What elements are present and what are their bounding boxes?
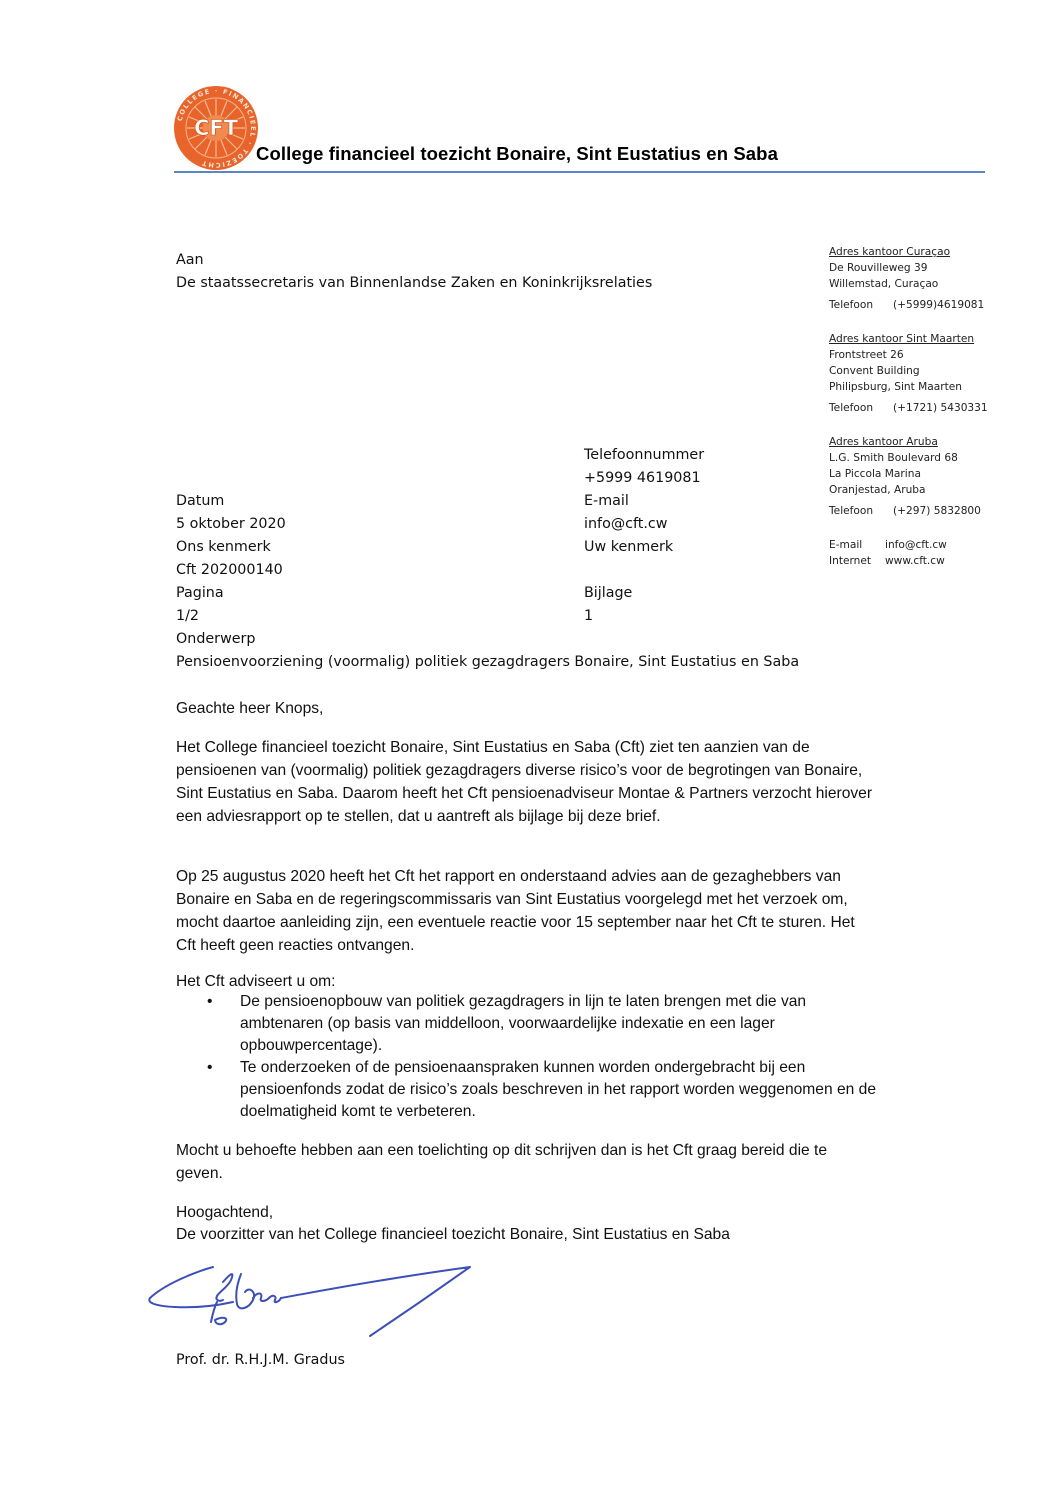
office-heading: Adres kantoor Aruba <box>829 436 938 448</box>
addressee-recipient: De staatssecretaris van Binnenlandse Zaken en Koninkrijksrelaties <box>176 275 653 291</box>
office-address-line: Convent Building <box>829 365 920 377</box>
phone-number-value: +5999 4619081 <box>584 470 701 486</box>
office-curacao <box>829 244 984 313</box>
advice-intro: Het Cft adviseert u om: <box>176 973 336 990</box>
paragraph-1 <box>176 736 876 828</box>
phone-value: (+1721) 5430331 <box>893 402 988 414</box>
office-aruba <box>829 434 981 519</box>
office-address-line: Frontstreet 26 <box>829 349 904 361</box>
office-sint-maarten <box>829 331 988 416</box>
advice-list <box>176 991 876 1123</box>
svg-text:COLLEGE · FINANCIEEL · TOEZICH: COLLEGE · FINANCIEEL · TOEZICHT <box>175 86 258 170</box>
paragraph-2 <box>176 865 876 957</box>
paragraph-text: Op 25 augustus 2020 heeft het Cft het rapport en onderstaand advies aan de gezaghebbers van Bonaire en Saba en de regeringscommissaris van Sint Eustatius voorgelegd met het verzoek om, mocht daartoe aanleiding zijn, een eventuele reactie voor 15 september naar het Cft te sturen. Het Cft heeft geen reacties ontvangen. <box>176 868 855 954</box>
contact-block <box>829 537 947 569</box>
phone-label: Telefoon <box>829 505 874 517</box>
advice-item <box>176 991 876 1057</box>
attachment-value: 1 <box>584 608 594 624</box>
office-address-line: Philipsburg, Sint Maarten <box>829 381 963 393</box>
closing: Hoogachtend, <box>176 1204 274 1221</box>
attachment-label: Bijlage <box>584 585 633 601</box>
website-link[interactable]: www.cft.cw <box>885 555 945 567</box>
phone-value: (+297) 5832800 <box>893 505 981 517</box>
email-value[interactable]: info@cft.cw <box>584 516 668 532</box>
paragraph-text: Het College financieel toezicht Bonaire, Sint Eustatius en Saba (Cft) ziet ten aanzien van de pensioenen van (voormalig) politiek gezagdragers diverse risico’s voor de begrotingen van Bonaire, Sint Eustatius en Saba. Daarom heeft het Cft pensioenadviseur Montae & Partners verzocht hierover een adviesrapport op te stellen, dat u aantreft als bijlage bij deze brief. <box>176 739 873 825</box>
date-label: Datum <box>176 493 225 509</box>
signature-image <box>145 1262 475 1337</box>
our-reference-label: Ons kenmerk <box>176 539 271 555</box>
phone-label: Telefoon <box>829 402 874 414</box>
your-reference-label: Uw kenmerk <box>584 539 674 555</box>
page-label: Pagina <box>176 585 224 601</box>
email-label: E-mail <box>584 493 629 509</box>
internet-label: Internet <box>829 555 872 567</box>
office-address-line: Oranjestad, Aruba <box>829 484 926 496</box>
office-heading: Adres kantoor Sint Maarten <box>829 333 975 345</box>
office-heading: Adres kantoor Curaçao <box>829 246 951 258</box>
office-address-line: De Rouvilleweg 39 <box>829 262 928 274</box>
signatory-name: Prof. dr. R.H.J.M. Gradus <box>176 1352 345 1368</box>
phone-label: Telefoon <box>829 299 874 311</box>
subject-label: Onderwerp <box>176 631 256 647</box>
addressee-label: Aan <box>176 252 204 268</box>
email-link[interactable]: info@cft.cw <box>885 539 947 551</box>
advice-item <box>176 1057 876 1123</box>
office-address-line: Willemstad, Curaçao <box>829 278 939 290</box>
office-address-line: La Piccola Marina <box>829 468 921 480</box>
email-label: E-mail <box>829 539 863 551</box>
advice-item-text: Te onderzoeken of de pensioenaanspraken kunnen worden ondergebracht bij een pensioenfonds zodat de risico’s zoals beschreven in het rapport worden weggenomen en de doelmatigheid komt te verbeteren. <box>240 1059 877 1120</box>
closing-paragraph <box>176 1139 876 1185</box>
page-value: 1/2 <box>176 608 200 624</box>
cft-logo <box>173 85 259 171</box>
bullet-icon: • <box>207 993 213 1010</box>
organization-title: College financieel toezicht Bonaire, Sint Eustatius en Saba <box>256 143 778 164</box>
office-address-line: L.G. Smith Boulevard 68 <box>829 452 958 464</box>
signatory-title: De voorzitter van het College financieel toezicht Bonaire, Sint Eustatius en Saba <box>176 1226 730 1243</box>
paragraph-text: Mocht u behoefte hebben aan een toelichting op dit schrijven dan is het Cft graag bereid die te geven. <box>176 1142 828 1182</box>
phone-number-label: Telefoonnummer <box>584 447 705 463</box>
meta-left <box>176 490 799 674</box>
salutation: Geachte heer Knops, <box>176 700 324 717</box>
phone-value: (+5999)4619081 <box>893 299 985 311</box>
subject-value: Pensioenvoorziening (voormalig) politiek gezagdragers Bonaire, Sint Eustatius en Saba <box>176 654 800 670</box>
advice-item-text: De pensioenopbouw van politiek gezagdragers in lijn te laten brengen met die van ambtenaren (op basis van middelloon, voorwaardelijke indexatie en een lager opbouwpercentage). <box>240 993 807 1054</box>
our-reference-value: Cft 202000140 <box>176 562 283 578</box>
header-divider <box>174 171 985 173</box>
logo-text: CFT <box>193 116 239 140</box>
bullet-icon: • <box>207 1059 213 1076</box>
date-value: 5 oktober 2020 <box>176 516 286 532</box>
